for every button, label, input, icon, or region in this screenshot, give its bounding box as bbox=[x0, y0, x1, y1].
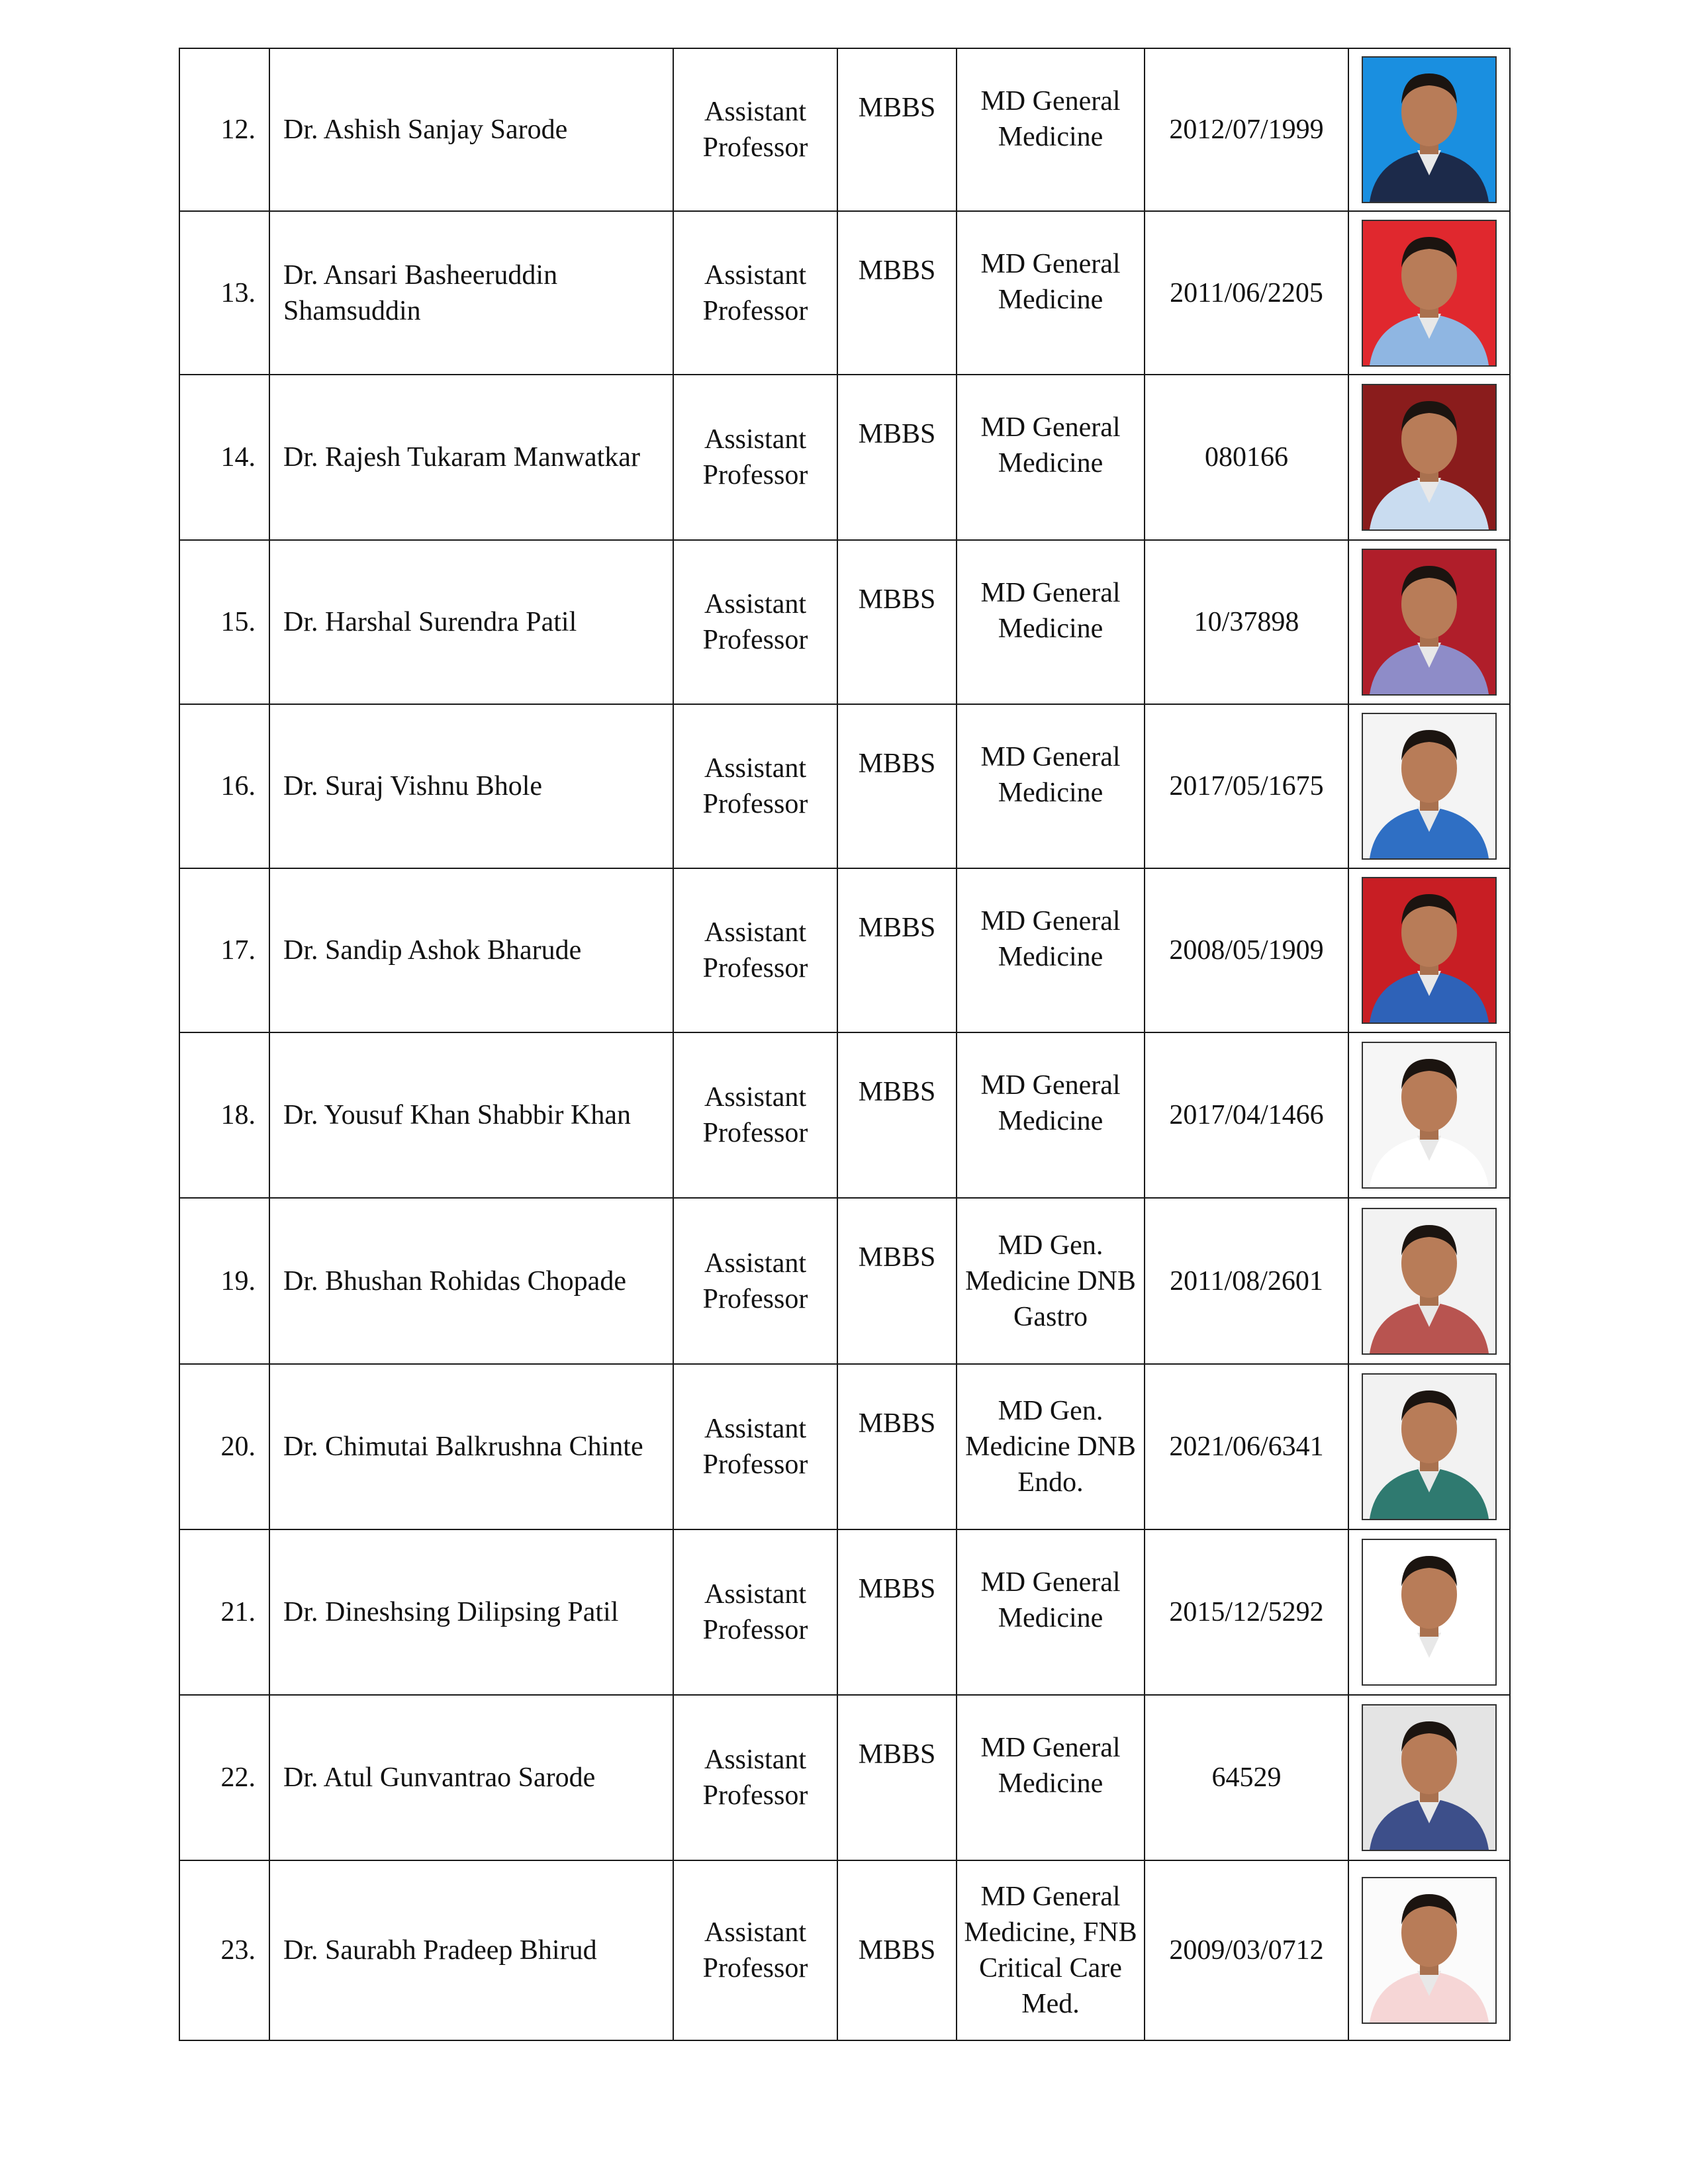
faculty-photo bbox=[1362, 549, 1497, 696]
ug-qualification: MBBS bbox=[837, 48, 957, 211]
faculty-name: Dr. Ansari Basheeruddin Shamsuddin bbox=[269, 211, 673, 375]
faculty-name: Dr. Saurabh Pradeep Bhirud bbox=[269, 1860, 673, 2040]
faculty-photo bbox=[1362, 56, 1497, 203]
table-row bbox=[179, 1529, 1510, 1695]
registration-number: 2012/07/1999 bbox=[1145, 48, 1348, 211]
pg-qualification: MD General Medicine bbox=[957, 868, 1145, 1032]
pg-qualification: MD General Medicine, FNB Critical Care Med. bbox=[957, 1860, 1145, 2040]
ug-qualification: MBBS bbox=[837, 540, 957, 704]
faculty-photo bbox=[1362, 1539, 1497, 1686]
serial-number: 20. bbox=[179, 1364, 269, 1529]
serial-number: 23. bbox=[179, 1860, 269, 2040]
designation: Assistant Professor bbox=[673, 1695, 837, 1860]
faculty-photo bbox=[1362, 1373, 1497, 1520]
designation: Assistant Professor bbox=[673, 1032, 837, 1198]
serial-number: 13. bbox=[179, 211, 269, 375]
table-row bbox=[179, 1860, 1510, 2040]
table-row bbox=[179, 704, 1510, 868]
designation: Assistant Professor bbox=[673, 1529, 837, 1695]
faculty-name: Dr. Rajesh Tukaram Manwatkar bbox=[269, 375, 673, 540]
table-row bbox=[179, 1364, 1510, 1529]
registration-number: 2017/04/1466 bbox=[1145, 1032, 1348, 1198]
table-row bbox=[179, 375, 1510, 540]
faculty-photo bbox=[1362, 220, 1497, 367]
designation: Assistant Professor bbox=[673, 704, 837, 868]
serial-number: 18. bbox=[179, 1032, 269, 1198]
designation: Assistant Professor bbox=[673, 375, 837, 540]
faculty-photo bbox=[1362, 1042, 1497, 1189]
table-row bbox=[179, 1032, 1510, 1198]
faculty-table-body bbox=[179, 48, 1510, 2040]
ug-qualification: MBBS bbox=[837, 704, 957, 868]
faculty-photo bbox=[1362, 1704, 1497, 1851]
faculty-name: Dr. Ashish Sanjay Sarode bbox=[269, 48, 673, 211]
faculty-name: Dr. Yousuf Khan Shabbir Khan bbox=[269, 1032, 673, 1198]
serial-number: 19. bbox=[179, 1198, 269, 1364]
registration-number: 2011/08/2601 bbox=[1145, 1198, 1348, 1364]
pg-qualification: MD General Medicine bbox=[957, 704, 1145, 868]
registration-number: 2017/05/1675 bbox=[1145, 704, 1348, 868]
ug-qualification: MBBS bbox=[837, 1364, 957, 1529]
designation: Assistant Professor bbox=[673, 1860, 837, 2040]
serial-number: 16. bbox=[179, 704, 269, 868]
faculty-photo bbox=[1362, 384, 1497, 531]
pg-qualification: MD General Medicine bbox=[957, 540, 1145, 704]
ug-qualification: MBBS bbox=[837, 868, 957, 1032]
photo-cell bbox=[1348, 1032, 1510, 1198]
faculty-name: Dr. Sandip Ashok Bharude bbox=[269, 868, 673, 1032]
photo-cell bbox=[1348, 540, 1510, 704]
registration-number: 2009/03/0712 bbox=[1145, 1860, 1348, 2040]
photo-cell bbox=[1348, 1198, 1510, 1364]
registration-number: 2011/06/2205 bbox=[1145, 211, 1348, 375]
ug-qualification: MBBS bbox=[837, 1860, 957, 2040]
registration-number: 64529 bbox=[1145, 1695, 1348, 1860]
designation: Assistant Professor bbox=[673, 1364, 837, 1529]
faculty-name: Dr. Harshal Surendra Patil bbox=[269, 540, 673, 704]
serial-number: 12. bbox=[179, 48, 269, 211]
pg-qualification: MD General Medicine bbox=[957, 1032, 1145, 1198]
pg-qualification: MD General Medicine bbox=[957, 48, 1145, 211]
ug-qualification: MBBS bbox=[837, 1529, 957, 1695]
ug-qualification: MBBS bbox=[837, 1198, 957, 1364]
designation: Assistant Professor bbox=[673, 868, 837, 1032]
table-row bbox=[179, 48, 1510, 211]
registration-number: 2021/06/6341 bbox=[1145, 1364, 1348, 1529]
table-row bbox=[179, 1198, 1510, 1364]
serial-number: 21. bbox=[179, 1529, 269, 1695]
ug-qualification: MBBS bbox=[837, 211, 957, 375]
faculty-name: Dr. Bhushan Rohidas Chopade bbox=[269, 1198, 673, 1364]
table-row bbox=[179, 1695, 1510, 1860]
ug-qualification: MBBS bbox=[837, 375, 957, 540]
faculty-photo bbox=[1362, 1877, 1497, 2024]
registration-number: 080166 bbox=[1145, 375, 1348, 540]
photo-cell bbox=[1348, 868, 1510, 1032]
designation: Assistant Professor bbox=[673, 1198, 837, 1364]
ug-qualification: MBBS bbox=[837, 1032, 957, 1198]
faculty-name: Dr. Suraj Vishnu Bhole bbox=[269, 704, 673, 868]
serial-number: 14. bbox=[179, 375, 269, 540]
designation: Assistant Professor bbox=[673, 48, 837, 211]
pg-qualification: MD Gen. Medicine DNB Endo. bbox=[957, 1364, 1145, 1529]
photo-cell bbox=[1348, 375, 1510, 540]
registration-number: 2015/12/5292 bbox=[1145, 1529, 1348, 1695]
pg-qualification: MD General Medicine bbox=[957, 211, 1145, 375]
faculty-photo bbox=[1362, 877, 1497, 1024]
photo-cell bbox=[1348, 1529, 1510, 1695]
designation: Assistant Professor bbox=[673, 211, 837, 375]
photo-cell bbox=[1348, 704, 1510, 868]
faculty-name: Dr. Chimutai Balkrushna Chinte bbox=[269, 1364, 673, 1529]
table-row bbox=[179, 868, 1510, 1032]
faculty-name: Dr. Dineshsing Dilipsing Patil bbox=[269, 1529, 673, 1695]
faculty-table bbox=[179, 48, 1511, 2041]
serial-number: 22. bbox=[179, 1695, 269, 1860]
serial-number: 17. bbox=[179, 868, 269, 1032]
pg-qualification: MD General Medicine bbox=[957, 1695, 1145, 1860]
photo-cell bbox=[1348, 48, 1510, 211]
designation: Assistant Professor bbox=[673, 540, 837, 704]
pg-qualification: MD General Medicine bbox=[957, 375, 1145, 540]
photo-cell bbox=[1348, 211, 1510, 375]
table-row bbox=[179, 540, 1510, 704]
faculty-photo bbox=[1362, 1208, 1497, 1355]
registration-number: 2008/05/1909 bbox=[1145, 868, 1348, 1032]
pg-qualification: MD General Medicine bbox=[957, 1529, 1145, 1695]
photo-cell bbox=[1348, 1695, 1510, 1860]
serial-number: 15. bbox=[179, 540, 269, 704]
photo-cell bbox=[1348, 1860, 1510, 2040]
photo-cell bbox=[1348, 1364, 1510, 1529]
faculty-photo bbox=[1362, 713, 1497, 860]
pg-qualification: MD Gen. Medicine DNB Gastro bbox=[957, 1198, 1145, 1364]
faculty-name: Dr. Atul Gunvantrao Sarode bbox=[269, 1695, 673, 1860]
table-row bbox=[179, 211, 1510, 375]
registration-number: 10/37898 bbox=[1145, 540, 1348, 704]
ug-qualification: MBBS bbox=[837, 1695, 957, 1860]
